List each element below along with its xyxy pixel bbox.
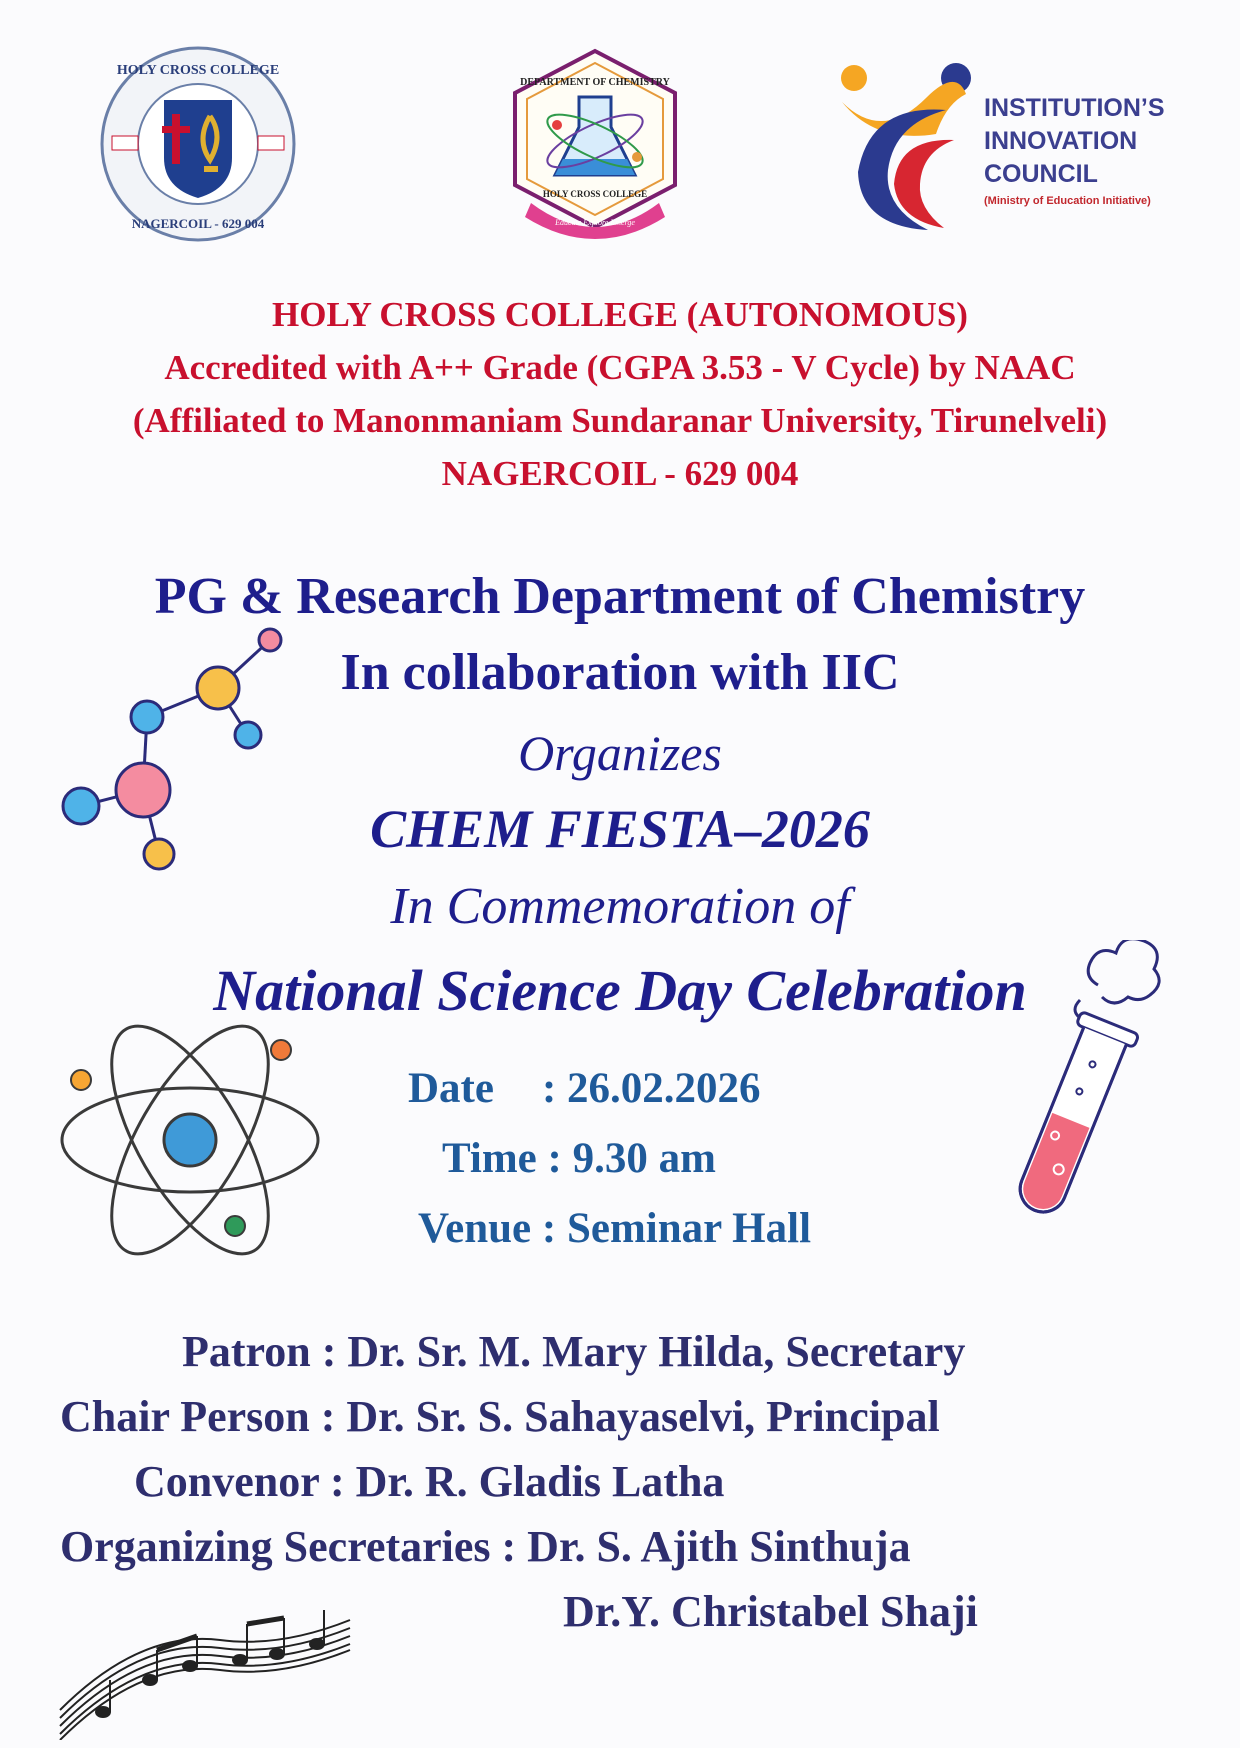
svg-text:DEPARTMENT OF CHEMISTRY: DEPARTMENT OF CHEMISTRY xyxy=(520,77,670,88)
venue-separator: : xyxy=(541,1205,557,1252)
time-label: Time xyxy=(442,1135,537,1182)
iic-title: INSTITUTION’S INNOVATION COUNCIL xyxy=(984,94,1165,188)
venue-row xyxy=(418,1204,811,1253)
organizing-secretaries-line: Organizing Secretaries : Dr. S. Ajith Sinthuja xyxy=(60,1522,911,1571)
patron-line: Patron : Dr. Sr. M. Mary Hilda, Secretary xyxy=(182,1327,966,1376)
svg-text:Educate Explore Emerge: Educate Explore Emerge xyxy=(555,218,635,227)
department-emblem-logo xyxy=(505,45,685,245)
atom-icon xyxy=(55,1010,325,1280)
iic-logo xyxy=(836,62,1206,232)
venue-label: Venue xyxy=(418,1205,532,1252)
accreditation: Accredited with A++ Grade (CGPA 3.53 - V Cycle) by NAAC xyxy=(164,348,1076,387)
organizes-line: Organizes xyxy=(518,725,722,781)
time-value: 9.30 am xyxy=(572,1135,716,1182)
time-separator: : xyxy=(547,1135,562,1182)
occasion-line: National Science Day Celebration xyxy=(213,958,1027,1023)
affiliation: (Affiliated to Manonmaniam Sundaranar University, Tirunelveli) xyxy=(132,401,1108,440)
svg-text:HOLY CROSS COLLEGE: HOLY CROSS COLLEGE xyxy=(116,63,280,78)
commemoration-line: In Commemoration of xyxy=(390,878,850,935)
department-name: PG & Research Department of Chemistry xyxy=(154,568,1086,625)
convenor-line: Convenor : Dr. R. Gladis Latha xyxy=(134,1457,725,1506)
svg-text:NAGERCOIL - 629 004: NAGERCOIL - 629 004 xyxy=(131,216,265,231)
college-seal-logo xyxy=(98,44,298,244)
college-name: HOLY CROSS COLLEGE (AUTONOMOUS) xyxy=(272,295,968,334)
date-separator: : xyxy=(541,1065,557,1112)
date-value: 26.02.2026 xyxy=(567,1065,761,1112)
venue-value: Seminar Hall xyxy=(566,1205,812,1252)
iic-subtitle: (Ministry of Education Initiative) xyxy=(984,195,1151,207)
test-tube-icon xyxy=(970,940,1170,1270)
time-row xyxy=(442,1134,716,1183)
second-secretary-line: Dr.Y. Christabel Shaji xyxy=(563,1587,978,1636)
date-row xyxy=(408,1064,761,1113)
chair-person-line: Chair Person : Dr. Sr. S. Sahayaselvi, Principal xyxy=(60,1392,940,1441)
event-title: CHEM FIESTA–2026 xyxy=(370,799,870,859)
molecule-icon xyxy=(55,622,295,872)
svg-text:HOLY CROSS COLLEGE: HOLY CROSS COLLEGE xyxy=(542,189,648,199)
music-notes-icon xyxy=(55,1600,355,1740)
date-label: Date xyxy=(408,1065,494,1112)
collaboration-line: In collaboration with IIC xyxy=(340,644,900,701)
college-location: NAGERCOIL - 629 004 xyxy=(441,454,799,493)
